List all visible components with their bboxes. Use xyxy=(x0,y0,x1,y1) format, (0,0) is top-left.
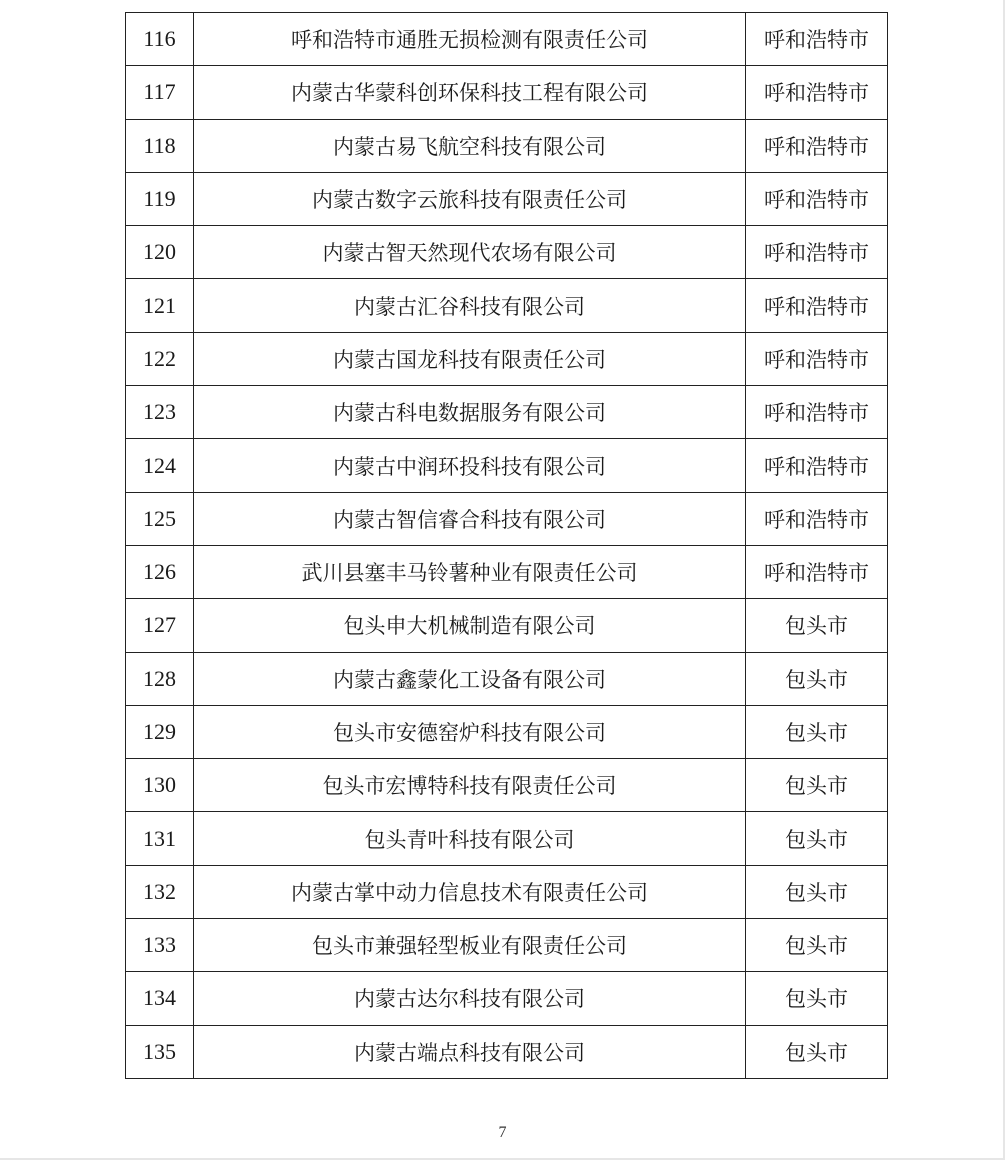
company-name: 呼和浩特市通胜无损检测有限责任公司 xyxy=(194,13,746,66)
table-row xyxy=(126,66,888,119)
row-number: 123 xyxy=(126,386,194,439)
row-number: 125 xyxy=(126,492,194,545)
company-name: 内蒙古汇谷科技有限公司 xyxy=(194,279,746,332)
company-name: 武川县塞丰马铃薯种业有限责任公司 xyxy=(194,545,746,598)
city-name: 呼和浩特市 xyxy=(746,332,888,385)
table-row xyxy=(126,545,888,598)
city-name: 呼和浩特市 xyxy=(746,492,888,545)
table-row xyxy=(126,705,888,758)
row-number: 129 xyxy=(126,705,194,758)
table-row xyxy=(126,119,888,172)
company-table-body xyxy=(126,13,888,1079)
row-number: 127 xyxy=(126,599,194,652)
company-name: 内蒙古数字云旅科技有限责任公司 xyxy=(194,172,746,225)
row-number: 131 xyxy=(126,812,194,865)
city-name: 包头市 xyxy=(746,705,888,758)
city-name: 呼和浩特市 xyxy=(746,386,888,439)
row-number: 124 xyxy=(126,439,194,492)
table-row xyxy=(126,919,888,972)
city-name: 呼和浩特市 xyxy=(746,172,888,225)
row-number: 126 xyxy=(126,545,194,598)
row-number: 121 xyxy=(126,279,194,332)
table-row xyxy=(126,599,888,652)
row-number: 118 xyxy=(126,119,194,172)
row-number: 116 xyxy=(126,13,194,66)
table-row xyxy=(126,386,888,439)
table-row xyxy=(126,492,888,545)
table-row xyxy=(126,332,888,385)
company-name: 包头市兼强轻型板业有限责任公司 xyxy=(194,919,746,972)
company-name: 包头市宏博特科技有限责任公司 xyxy=(194,759,746,812)
company-name: 内蒙古国龙科技有限责任公司 xyxy=(194,332,746,385)
company-name: 内蒙古鑫蒙化工设备有限公司 xyxy=(194,652,746,705)
city-name: 包头市 xyxy=(746,812,888,865)
table-row xyxy=(126,972,888,1025)
table-row xyxy=(126,439,888,492)
row-number: 132 xyxy=(126,865,194,918)
row-number: 133 xyxy=(126,919,194,972)
city-name: 呼和浩特市 xyxy=(746,66,888,119)
city-name: 呼和浩特市 xyxy=(746,119,888,172)
city-name: 呼和浩特市 xyxy=(746,545,888,598)
city-name: 包头市 xyxy=(746,865,888,918)
city-name: 呼和浩特市 xyxy=(746,279,888,332)
city-name: 包头市 xyxy=(746,919,888,972)
row-number: 128 xyxy=(126,652,194,705)
row-number: 135 xyxy=(126,1025,194,1078)
company-name: 内蒙古华蒙科创环保科技工程有限公司 xyxy=(194,66,746,119)
row-number: 117 xyxy=(126,66,194,119)
table-row xyxy=(126,759,888,812)
table-row xyxy=(126,172,888,225)
company-name: 内蒙古智天然现代农场有限公司 xyxy=(194,226,746,279)
row-number: 134 xyxy=(126,972,194,1025)
city-name: 包头市 xyxy=(746,652,888,705)
city-name: 呼和浩特市 xyxy=(746,13,888,66)
row-number: 122 xyxy=(126,332,194,385)
table-row xyxy=(126,865,888,918)
company-name: 包头申大机械制造有限公司 xyxy=(194,599,746,652)
company-name: 内蒙古易飞航空科技有限公司 xyxy=(194,119,746,172)
table-row xyxy=(126,812,888,865)
company-name: 内蒙古达尔科技有限公司 xyxy=(194,972,746,1025)
table-row xyxy=(126,652,888,705)
company-name: 内蒙古智信睿合科技有限公司 xyxy=(194,492,746,545)
company-name: 内蒙古科电数据服务有限公司 xyxy=(194,386,746,439)
page-number: 7 xyxy=(498,1124,507,1141)
row-number: 119 xyxy=(126,172,194,225)
city-name: 呼和浩特市 xyxy=(746,226,888,279)
company-name: 包头青叶科技有限公司 xyxy=(194,812,746,865)
table-row xyxy=(126,279,888,332)
company-name: 包头市安德窑炉科技有限公司 xyxy=(194,705,746,758)
table-row xyxy=(126,1025,888,1078)
table-row xyxy=(126,226,888,279)
company-name: 内蒙古端点科技有限公司 xyxy=(194,1025,746,1078)
city-name: 呼和浩特市 xyxy=(746,439,888,492)
city-name: 包头市 xyxy=(746,972,888,1025)
table-row xyxy=(126,13,888,66)
city-name: 包头市 xyxy=(746,759,888,812)
company-name: 内蒙古中润环投科技有限公司 xyxy=(194,439,746,492)
city-name: 包头市 xyxy=(746,1025,888,1078)
row-number: 130 xyxy=(126,759,194,812)
company-table xyxy=(125,12,888,1079)
city-name: 包头市 xyxy=(746,599,888,652)
company-name: 内蒙古掌中动力信息技术有限责任公司 xyxy=(194,865,746,918)
row-number: 120 xyxy=(126,226,194,279)
